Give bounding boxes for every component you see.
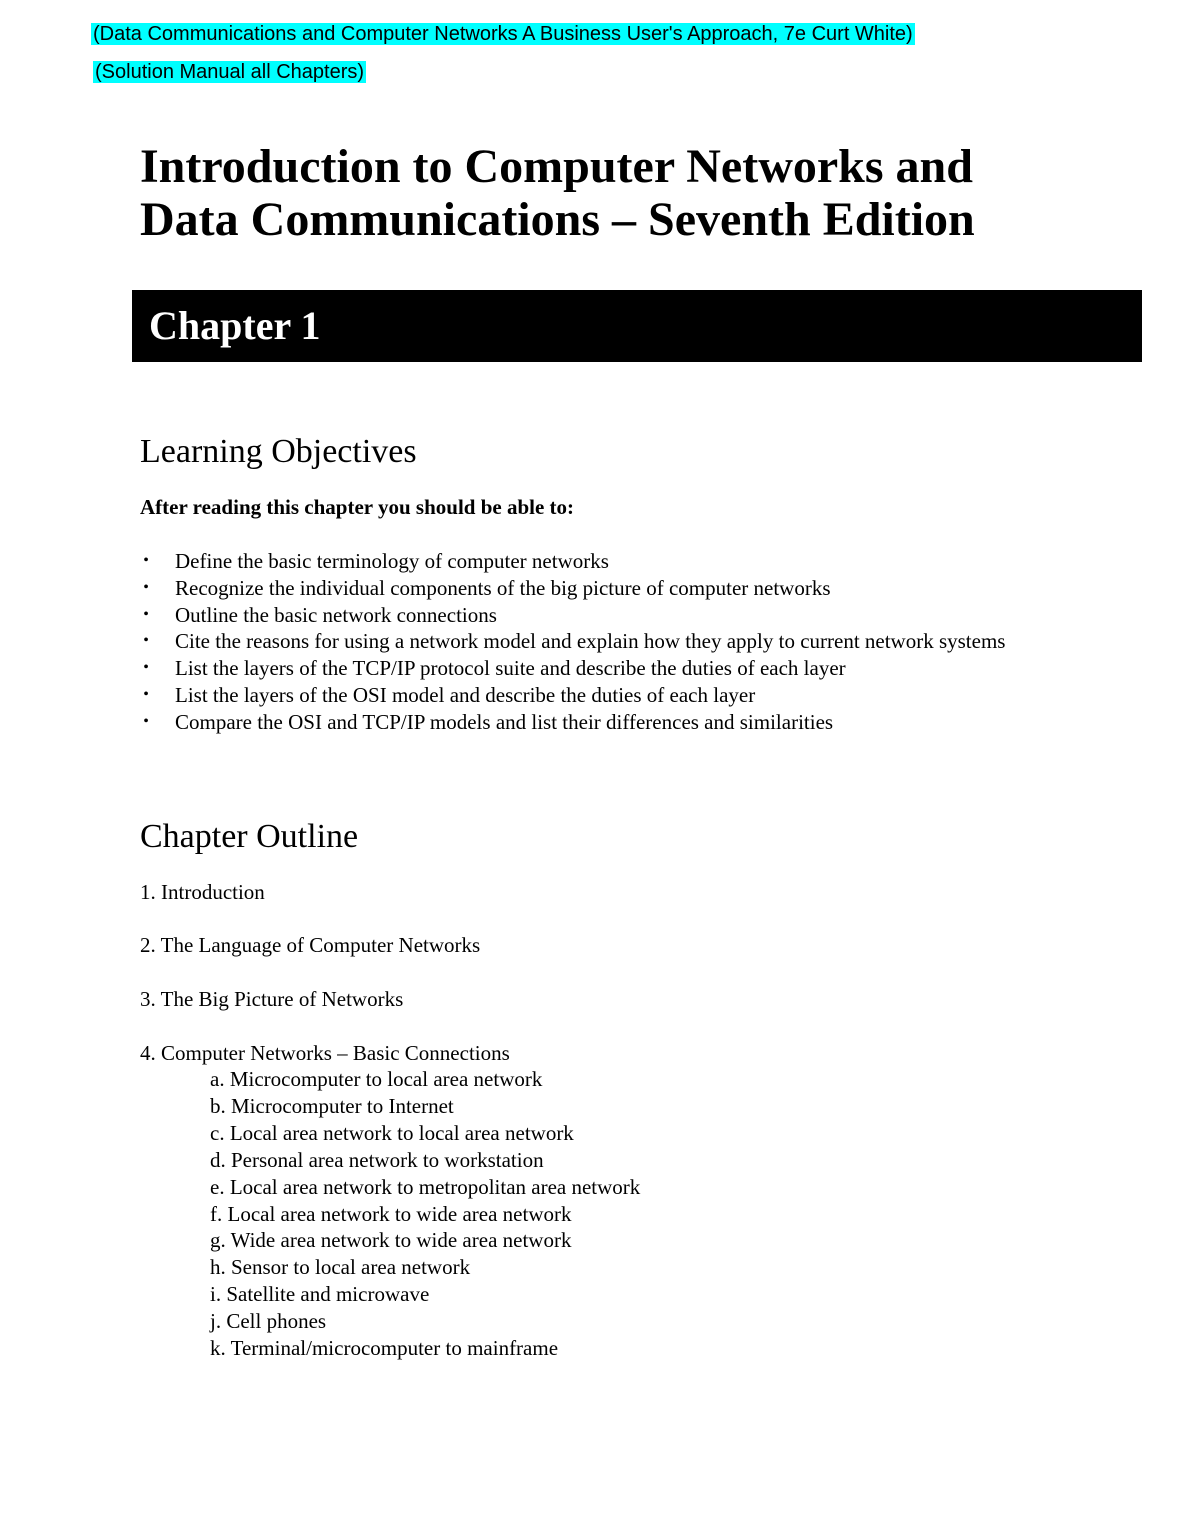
objective-item: [140, 655, 1040, 682]
objective-item: [140, 682, 1040, 709]
learning-objectives-heading: Learning Objectives: [140, 433, 417, 470]
objective-text: Define the basic terminology of computer networks: [175, 549, 609, 573]
chapter-label: Chapter 1: [149, 303, 321, 348]
bullet-icon: •: [143, 552, 149, 569]
outline-subitem: i. Satellite and microwave: [210, 1282, 430, 1307]
objective-item: [140, 628, 1040, 655]
objective-item: [140, 575, 1040, 602]
objective-text: Recognize the individual components of the big picture of computer networks: [175, 575, 831, 600]
document-title: [140, 140, 975, 246]
bullet-icon: •: [143, 712, 149, 730]
objective-text: Cite the reasons for using a network model and explain how they apply to current network systems: [175, 629, 1006, 654]
outline-sublist: [210, 1066, 640, 1362]
objective-item: [140, 709, 1040, 736]
outline-subitem: e. Local area network to metropolitan area network: [210, 1174, 641, 1199]
outline-item: 4. Computer Networks – Basic Connections: [140, 1041, 510, 1065]
bullet-icon: •: [143, 685, 149, 703]
outline-item: 1. Introduction: [140, 880, 265, 904]
outline-subitem: g. Wide area network to wide area network: [210, 1228, 572, 1253]
bullet-icon: •: [143, 605, 149, 623]
objective-item: [140, 602, 1040, 629]
outline-subitem: k. Terminal/microcomputer to mainframe: [210, 1336, 559, 1361]
objective-text: List the layers of the TCP/IP protocol suite and describe the duties of each layer: [175, 656, 846, 681]
bullet-icon: •: [143, 659, 149, 677]
outline-subitem: a. Microcomputer to local area network: [210, 1067, 543, 1091]
outline-item: 3. The Big Picture of Networks: [140, 987, 404, 1011]
outline-subitem: j. Cell phones: [210, 1309, 327, 1334]
objective-text: Outline the basic network connections: [175, 602, 497, 627]
highlight-text: (Solution Manual all Chapters): [95, 61, 365, 83]
bullet-icon: •: [143, 578, 149, 596]
highlight-text: (Data Communications and Computer Networks A Business User's Approach, 7e Curt White): [93, 23, 913, 45]
highlighted-manual-note: [93, 60, 366, 84]
highlighted-book-reference: [91, 22, 915, 46]
objectives-list: [140, 548, 1040, 736]
outline-subitem: b. Microcomputer to Internet: [210, 1093, 454, 1118]
title-line-2: Data Communications – Seventh Edition: [140, 193, 975, 246]
objective-text: List the layers of the OSI model and describe the duties of each layer: [175, 682, 756, 707]
objectives-intro: After reading this chapter you should be able to:: [140, 495, 575, 519]
outline-subitem: h. Sensor to local area network: [210, 1255, 471, 1280]
bullet-icon: •: [143, 632, 149, 650]
outline-item: 2. The Language of Computer Networks: [140, 933, 481, 957]
title-line-1: Introduction to Computer Networks and: [140, 140, 973, 193]
outline-subitem: d. Personal area network to workstation: [210, 1147, 544, 1172]
objective-item: [140, 548, 1040, 575]
chapter-banner: [132, 290, 1142, 362]
outline-subitem: f. Local area network to wide area network: [210, 1201, 572, 1226]
objective-text: Compare the OSI and TCP/IP models and list their differences and similarities: [175, 709, 834, 734]
outline-subitem: c. Local area network to local area network: [210, 1120, 574, 1145]
chapter-outline-heading: Chapter Outline: [140, 818, 359, 855]
